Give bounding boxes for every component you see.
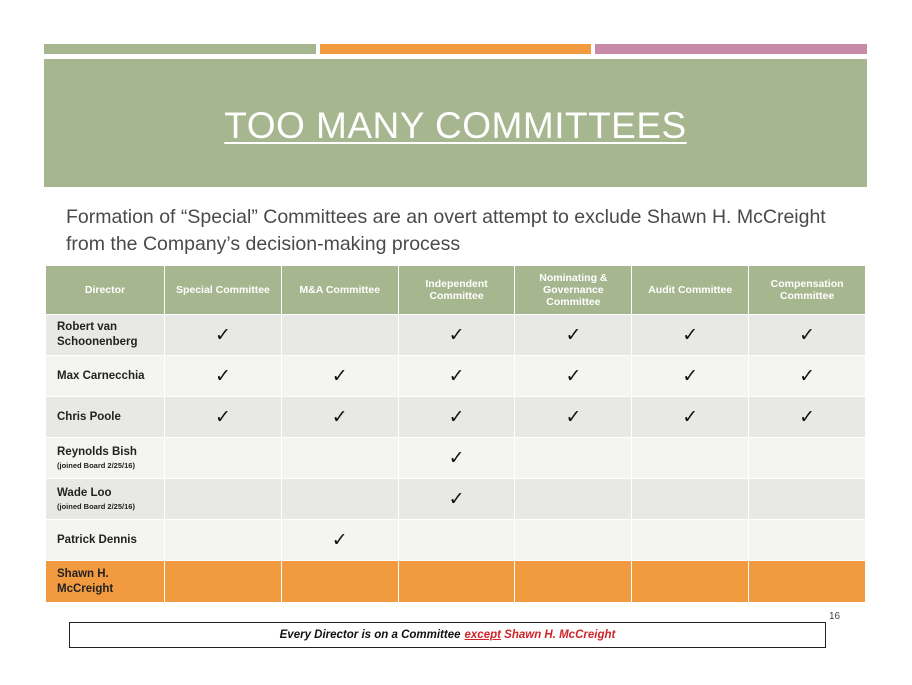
table-row bbox=[46, 561, 866, 603]
membership-cell bbox=[281, 356, 398, 397]
slide-title: TOO MANY COMMITTEES bbox=[224, 105, 687, 146]
checkmark-icon: ✓ bbox=[214, 324, 231, 346]
membership-cell bbox=[515, 520, 632, 561]
membership-cell bbox=[632, 520, 749, 561]
footer-callout bbox=[69, 622, 826, 648]
table-body bbox=[46, 315, 866, 603]
checkmark-icon: ✓ bbox=[565, 324, 582, 346]
membership-cell bbox=[632, 315, 749, 356]
table-row bbox=[46, 479, 866, 520]
checkmark-icon: ✓ bbox=[565, 406, 582, 428]
membership-cell bbox=[398, 561, 515, 603]
checkmark-icon: ✓ bbox=[331, 365, 348, 387]
membership-cell bbox=[165, 315, 282, 356]
membership-cell bbox=[281, 397, 398, 438]
header-compensation-committee: Compensation Committee bbox=[749, 266, 866, 315]
membership-cell bbox=[632, 479, 749, 520]
membership-cell bbox=[749, 438, 866, 479]
page-number: 16 bbox=[829, 611, 841, 622]
director-cell bbox=[46, 438, 165, 479]
membership-cell bbox=[281, 438, 398, 479]
membership-cell bbox=[165, 438, 282, 479]
table-header-row bbox=[46, 266, 866, 315]
membership-cell bbox=[632, 397, 749, 438]
director-name: Shawn H. McCreight bbox=[57, 567, 114, 595]
checkmark-icon: ✓ bbox=[799, 324, 816, 346]
membership-cell bbox=[515, 438, 632, 479]
table-row bbox=[46, 397, 866, 438]
header-director: Director bbox=[46, 266, 165, 315]
membership-cell bbox=[398, 438, 515, 479]
slide-subtitle: Formation of “Special” Committees are an overt attempt to exclude Shawn H. McCreight from the Company’s decision-making process bbox=[66, 206, 826, 255]
membership-cell bbox=[515, 315, 632, 356]
checkmark-icon: ✓ bbox=[799, 406, 816, 428]
director-cell bbox=[46, 561, 165, 603]
checkmark-icon: ✓ bbox=[682, 365, 699, 387]
footer-highlight bbox=[465, 629, 616, 641]
checkmark-icon: ✓ bbox=[448, 406, 465, 428]
membership-cell bbox=[165, 561, 282, 603]
membership-cell bbox=[281, 315, 398, 356]
checkmark-icon: ✓ bbox=[331, 406, 348, 428]
checkmark-icon: ✓ bbox=[565, 365, 582, 387]
membership-cell bbox=[165, 356, 282, 397]
membership-cell bbox=[165, 479, 282, 520]
checkmark-icon: ✓ bbox=[682, 406, 699, 428]
membership-cell bbox=[398, 397, 515, 438]
director-name: Patrick Dennis bbox=[57, 533, 137, 546]
header-nominating-governance-committee: Nominating & Governance Committee bbox=[515, 266, 632, 315]
membership-cell bbox=[749, 397, 866, 438]
membership-cell bbox=[749, 356, 866, 397]
accent-bar-green bbox=[44, 44, 316, 54]
table-row bbox=[46, 520, 866, 561]
title-panel bbox=[44, 59, 867, 187]
membership-cell bbox=[749, 479, 866, 520]
director-name: Chris Poole bbox=[57, 410, 121, 423]
membership-cell bbox=[749, 315, 866, 356]
director-join-note: (joined Board 2/25/16) bbox=[57, 461, 135, 470]
director-cell bbox=[46, 315, 165, 356]
header-audit-committee: Audit Committee bbox=[632, 266, 749, 315]
membership-cell bbox=[281, 479, 398, 520]
committee-table bbox=[45, 265, 866, 603]
membership-cell bbox=[749, 561, 866, 603]
checkmark-icon: ✓ bbox=[448, 324, 465, 346]
accent-bar-orange bbox=[320, 44, 591, 54]
header-special-committee: Special Committee bbox=[165, 266, 282, 315]
director-name: Wade Loo bbox=[57, 487, 112, 499]
membership-cell bbox=[515, 356, 632, 397]
table-row bbox=[46, 315, 866, 356]
membership-cell bbox=[165, 520, 282, 561]
checkmark-icon: ✓ bbox=[214, 406, 231, 428]
membership-cell bbox=[632, 561, 749, 603]
footer-name: Shawn H. McCreight bbox=[504, 629, 616, 641]
director-name: Reynolds Bish bbox=[57, 446, 137, 458]
director-cell bbox=[46, 520, 165, 561]
footer-except: except bbox=[464, 629, 501, 641]
membership-cell bbox=[749, 520, 866, 561]
checkmark-icon: ✓ bbox=[448, 447, 465, 469]
director-name: Max Carnecchia bbox=[57, 369, 145, 382]
checkmark-icon: ✓ bbox=[448, 365, 465, 387]
checkmark-icon: ✓ bbox=[799, 365, 816, 387]
checkmark-icon: ✓ bbox=[682, 324, 699, 346]
director-cell bbox=[46, 397, 165, 438]
header-independent-committee: Independent Committee bbox=[398, 266, 515, 315]
membership-cell bbox=[165, 397, 282, 438]
membership-cell bbox=[515, 479, 632, 520]
footer-text: Every Director is on a Committee bbox=[279, 629, 461, 641]
membership-cell bbox=[632, 438, 749, 479]
checkmark-icon: ✓ bbox=[448, 488, 465, 510]
director-cell bbox=[46, 479, 165, 520]
checkmark-icon: ✓ bbox=[214, 365, 231, 387]
membership-cell bbox=[398, 479, 515, 520]
director-name: Robert van Schoonenberg bbox=[57, 321, 138, 348]
membership-cell bbox=[398, 315, 515, 356]
director-cell bbox=[46, 356, 165, 397]
table-row bbox=[46, 438, 866, 479]
header-ma-committee: M&A Committee bbox=[281, 266, 398, 315]
membership-cell bbox=[398, 520, 515, 561]
membership-cell bbox=[515, 561, 632, 603]
membership-cell bbox=[281, 561, 398, 603]
accent-bar-pink bbox=[595, 44, 867, 54]
table-row bbox=[46, 356, 866, 397]
membership-cell bbox=[281, 520, 398, 561]
checkmark-icon: ✓ bbox=[331, 529, 348, 551]
director-join-note: (joined Board 2/25/16) bbox=[57, 502, 135, 511]
membership-cell bbox=[632, 356, 749, 397]
membership-cell bbox=[398, 356, 515, 397]
membership-cell bbox=[515, 397, 632, 438]
